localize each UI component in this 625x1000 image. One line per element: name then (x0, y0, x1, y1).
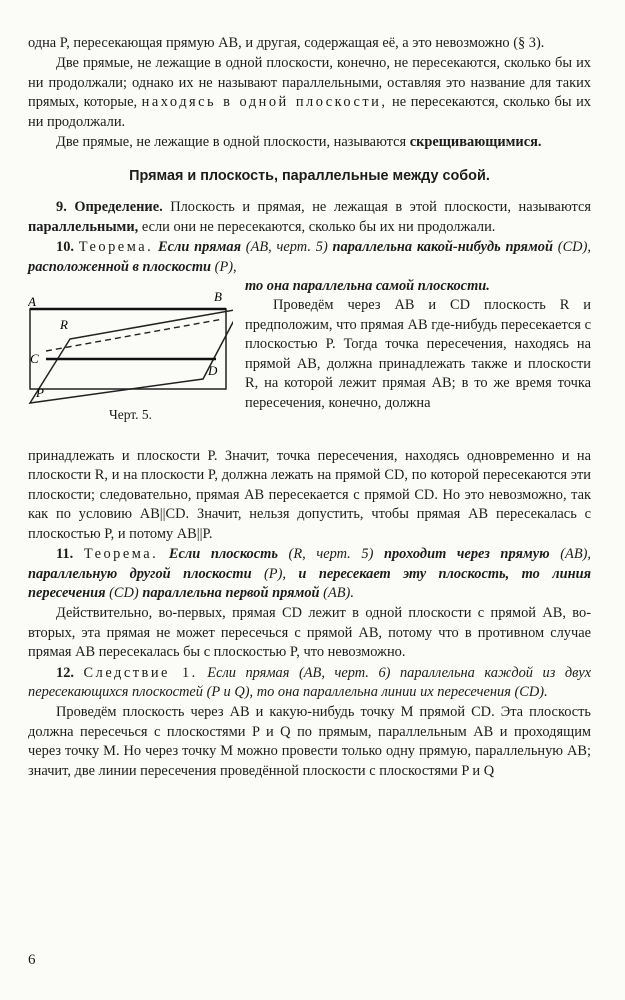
theorem-ref: (AB). (323, 584, 354, 601)
theorem-10 (28, 238, 591, 277)
paragraph-intro-2 (28, 54, 591, 132)
label-d: D (208, 363, 218, 379)
paragraph-intro-1: одна P, пересекающая прямую AB, и другая, содержащая её, а это невозможно (§ 3). (28, 35, 545, 51)
term-skew-lines: скрещивающимися. (409, 134, 542, 151)
label-p: P (36, 385, 44, 401)
hidden-edge (46, 319, 223, 351)
figure-5 (28, 279, 233, 447)
definition-label: 9. Определение. (56, 199, 163, 216)
theorem-text: параллельную другой плоскости (28, 565, 252, 582)
theorem-ref: (CD) (109, 584, 139, 601)
theorem-text: параллельна какой-нибудь прямой (332, 239, 553, 256)
theorem-text: проходит через прямую (383, 546, 550, 563)
theorem-ref: (CD), (557, 239, 591, 256)
theorem-ref: (AB, черт. 5) (245, 239, 328, 256)
corollary-label: Следствие 1. (83, 664, 198, 681)
label-a: A (28, 294, 36, 310)
definition-9 (28, 198, 591, 237)
theorem-label: Теорема. (83, 546, 159, 563)
theorem-number: 10. (56, 239, 74, 256)
theorem-text: расположенной в плоскости (28, 258, 212, 275)
theorem-text: параллельна первой прямой (142, 584, 320, 601)
theorem-ref: (R, черт. 5) (288, 546, 374, 563)
corollary-12 (28, 664, 591, 703)
corollary-text: Если прямая (AB, черт. 6) параллельна каждой из двух пересекающихся плоскостей (P и Q), то она параллельна линии их пересечения (CD). (28, 664, 591, 700)
page-number: 6 (28, 952, 36, 968)
theorem-11-proof: Действительно, во-первых, прямая CD лежит в одной плоскости с прямой AB, во-вторых, эта прямая не может пересечься с прямой AB, потому что в противном случае прямая AB пересекалась бы с плоскостью P, что невозможно. (28, 605, 591, 661)
theorem-10-proof-first: Проведём через AB и CD плоскость R и предположим, что прямая AB где-нибудь пересекается с плоскостью P. Тогда точка пересечения, находясь на прямой AB, должна принадлежать также и плоскости R, на которой лежит прямая AB; в то же время точка пересечения, конечно, должна (245, 297, 591, 411)
section-heading: Прямая и плоскость, параллельные между собой. (129, 168, 490, 185)
label-b: B (214, 289, 222, 305)
figure-caption: Черт. 5. (108, 407, 153, 423)
theorem-text: то она параллельна самой плоскости. (245, 278, 490, 295)
label-r: R (60, 317, 68, 333)
text-segment: Плоскость и прямая, не лежащая в этой плоскости, называются (170, 199, 591, 216)
theorem-label: Теорема. (78, 239, 154, 256)
theorem-text: Если прямая (157, 239, 242, 256)
page-body (28, 34, 591, 781)
theorem-ref: (P), (264, 565, 286, 582)
paragraph-intro-3 (28, 133, 591, 152)
theorem-11 (28, 545, 591, 603)
label-c: C (30, 351, 39, 367)
corollary-number: 12. (56, 664, 74, 681)
text-segment: если они не пересекаются, сколько бы их ни продолжали. (141, 218, 496, 235)
theorem-number: 11. (56, 546, 74, 563)
theorem-10-proof-rest: принадлежать и плоскости P. Значит, точка пересечения, находясь одновременно и на плоскости R, и на плоскости P, должна лежать на прямой CD, по которой пересекаются эти плоскости; следовательно, прямая AB пересекается с прямой CD. Но это невозможно, так как по условию AB||CD. Значит, нельзя допустить, чтобы прямая AB пересекалась с плоскостью P, и потому AB||P. (28, 448, 591, 542)
text-segment: Две прямые, не лежащие в одной плоскости, конечно, не пересекаются, сколько бы их ни продолжали; однако их не называют параллельными, оставляя это название для таких прямых, которые, (28, 55, 591, 111)
spaced-emphasis: находясь в одной плоскости, (141, 94, 388, 111)
figure-5-drawing (28, 279, 233, 407)
theorem-text: Если плоскость (168, 546, 278, 563)
figure-block (28, 277, 591, 447)
theorem-text: и пересекает эту плоскость, то линия пересечения (28, 565, 592, 601)
term-parallel: параллельными, (28, 218, 139, 235)
theorem-ref: (AB), (560, 546, 591, 563)
corollary-12-proof: Проведём плоскость через AB и какую-нибудь точку M прямой CD. Эта плоскость должна пересечься с плоскостями P и Q по прямым, параллельным AB и проходящим через точку M. Но через точку M можно провести только одну прямую, параллельную AB; значит, две линии пересечения проведённой плоскости с плоскостями P и Q (28, 704, 591, 779)
theorem-ref: (P), (214, 258, 237, 275)
text-segment: не пересекаются, сколько бы их ни продолжали. (28, 94, 591, 130)
text-segment: Две прямые, не лежащие в одной плоскости, называются (56, 134, 407, 151)
